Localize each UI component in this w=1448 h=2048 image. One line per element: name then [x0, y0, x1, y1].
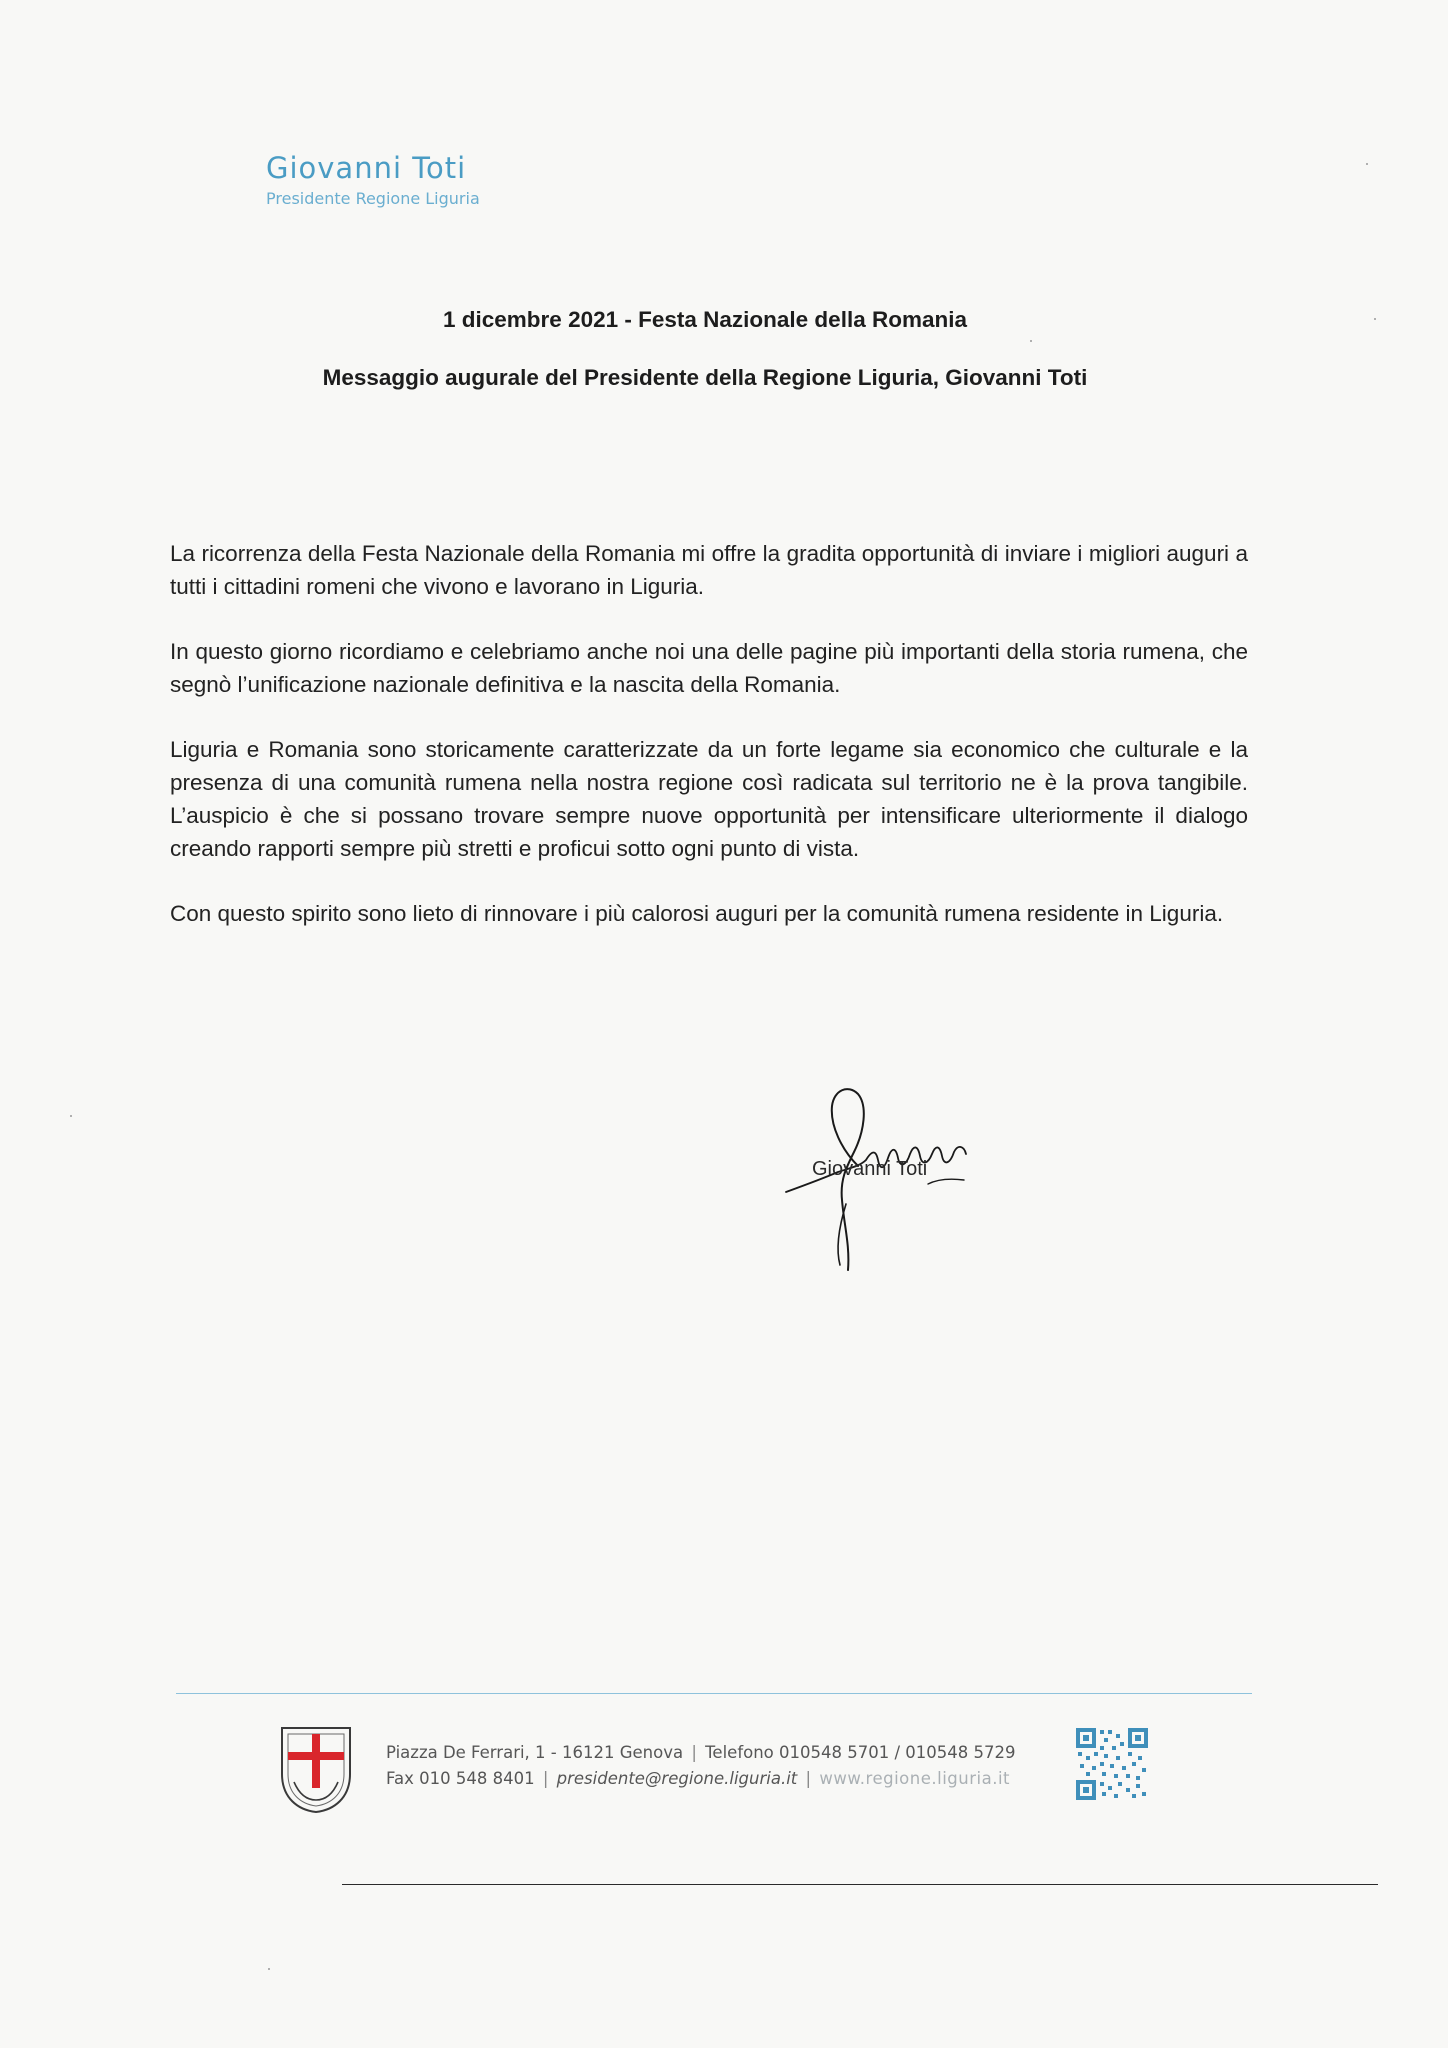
footer-address: Piazza De Ferrari, 1 - 16121 Genova — [386, 1743, 684, 1762]
scan-speck — [1366, 163, 1368, 165]
footer-separator: | — [542, 1769, 549, 1788]
footer-fax: Fax 010 548 8401 — [386, 1769, 535, 1788]
letterhead-name: Giovanni Toti — [266, 151, 467, 185]
footer-website: www.regione.liguria.it — [819, 1769, 1010, 1788]
signature-block — [780, 1080, 1010, 1280]
body-paragraph: Con questo spirito sono lieto di rinnovare i più calorosi auguri per la comunità rumena residente in Liguria. — [170, 901, 1224, 926]
footer-separator: | — [805, 1769, 812, 1788]
footer-line-1 — [386, 1740, 1016, 1766]
qr-code-icon — [1076, 1728, 1148, 1800]
letterhead — [266, 150, 596, 210]
document-subtitle: Messaggio augurale del Presidente della Regione Liguria, Giovanni Toti — [322, 365, 1088, 390]
scan-speck — [1374, 318, 1376, 320]
footer — [276, 1722, 1176, 1818]
scan-speck — [70, 1115, 72, 1117]
letter-body — [170, 537, 1248, 962]
body-paragraph: La ricorrenza della Festa Nazionale della Romania mi offre la gradita opportunità di inviare i migliori auguri a tutti i cittadini romeni che vivono e lavorano in Liguria. — [170, 541, 1248, 599]
footer-contacts — [386, 1740, 1016, 1792]
document-title: 1 dicembre 2021 - Festa Nazionale della Romania — [443, 307, 967, 332]
liguria-crest-icon — [276, 1722, 356, 1816]
letterhead-role: Presidente Regione Liguria — [266, 189, 480, 208]
scan-speck — [268, 1968, 270, 1970]
footer-separator: | — [691, 1743, 697, 1762]
footer-line-2 — [386, 1766, 1016, 1792]
bottom-divider — [342, 1884, 1378, 1885]
document-titles — [150, 304, 1260, 394]
footer-phone: Telefono 010548 5701 / 010548 5729 — [705, 1743, 1016, 1762]
body-paragraph: Liguria e Romania sono storicamente caratterizzate da un forte legame sia economico che culturale e la presenza di una comunità rumena nella nostra regione così radicata sul territorio ne è la prova tangibile. L’auspicio è che si possano trovare sempre nuove opportunità per intensificare ulteriormente il dialogo creando rapporti sempre più stretti e proficui sotto ogni punto di vista. — [170, 737, 1248, 861]
signatory-name: Giovanni Toti — [812, 1158, 928, 1180]
body-paragraph: In questo giorno ricordiamo e celebriamo anche noi una delle pagine più importanti della storia rumena, che segnò l’unificazione nazionale definitiva e la nascita della Romania. — [170, 639, 1248, 697]
footer-divider — [176, 1693, 1252, 1694]
footer-email: presidente@regione.liguria.it — [556, 1769, 798, 1788]
